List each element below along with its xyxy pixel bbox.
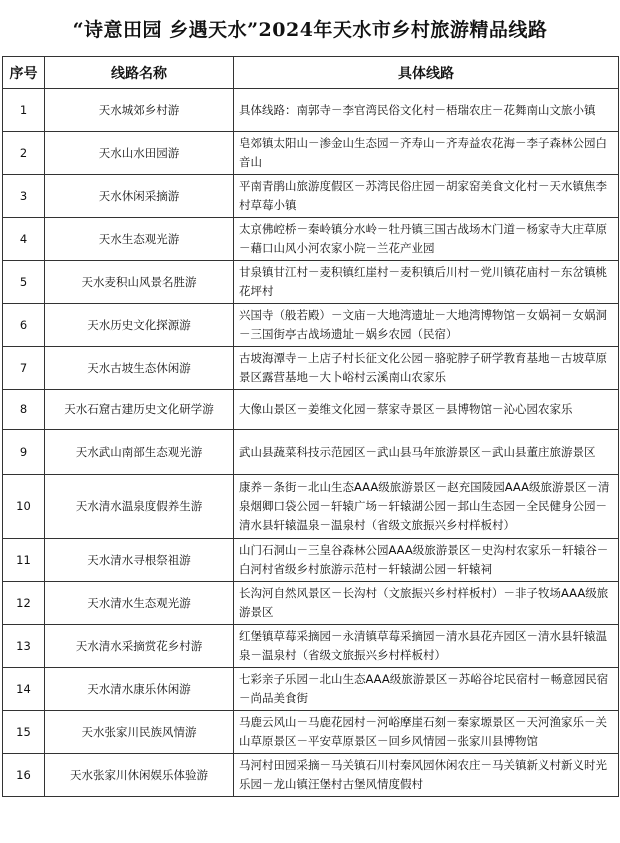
route-detail: 大像山景区－姜维文化园－蔡家寺景区－县博物馆－沁心园农家乐 (234, 390, 619, 430)
table-row (3, 347, 619, 390)
route-name: 天水清水温泉度假养生游 (45, 475, 234, 539)
table-body (3, 89, 619, 797)
route-name: 天水生态观光游 (45, 218, 234, 261)
row-number: 7 (3, 347, 45, 390)
route-name: 天水清水生态观光游 (45, 582, 234, 625)
row-number: 12 (3, 582, 45, 625)
row-number: 13 (3, 625, 45, 668)
route-name: 天水历史文化探源游 (45, 304, 234, 347)
route-detail: 太京佛崆桥－秦岭镇分水岭－牡丹镇三国古战场木门道－杨家寺大庄草原－藉口山风小河农家小院－兰花产业园 (234, 218, 619, 261)
row-number: 16 (3, 754, 45, 797)
route-detail: 甘泉镇甘江村－麦积镇红崖村－麦积镇后川村－党川镇花庙村－东岔镇桃花坪村 (234, 261, 619, 304)
route-name: 天水麦积山风景名胜游 (45, 261, 234, 304)
table-row (3, 754, 619, 797)
page-title: “诗意田园 乡遇天水”2024年天水市乡村旅游精品线路 (72, 18, 548, 41)
row-number: 1 (3, 89, 45, 132)
row-number: 15 (3, 711, 45, 754)
route-name: 天水山水田园游 (45, 132, 234, 175)
row-number: 3 (3, 175, 45, 218)
route-detail: 具体线路：南郭寺－李官湾民俗文化村－梧瑞农庄－花舞南山文旅小镇 (234, 89, 619, 132)
row-number: 11 (3, 539, 45, 582)
route-name: 天水石窟古建历史文化研学游 (45, 390, 234, 430)
route-name: 天水古坡生态休闲游 (45, 347, 234, 390)
table-row (3, 711, 619, 754)
row-number: 6 (3, 304, 45, 347)
route-detail: 古坡海潭寺－上店子村长征文化公园－骆驼脖子研学教育基地－古坡草原景区露营基地－大卜峪村云溪南山农家乐 (234, 347, 619, 390)
route-detail: 七彩亲子乐园－北山生态AAA级旅游景区－苏峪谷坨民宿村－畅意园民宿－尚品美食街 (234, 668, 619, 711)
route-name: 天水清水康乐休闲游 (45, 668, 234, 711)
table-row (3, 304, 619, 347)
route-table (2, 56, 619, 797)
route-name: 天水武山南部生态观光游 (45, 430, 234, 475)
header-num: 序号 (3, 57, 45, 89)
header-route: 具体线路 (234, 57, 619, 89)
route-name: 天水休闲采摘游 (45, 175, 234, 218)
table-row (3, 261, 619, 304)
table-row (3, 218, 619, 261)
table-row (3, 430, 619, 475)
table-row (3, 89, 619, 132)
table-row (3, 625, 619, 668)
route-detail: 红堡镇草莓采摘园－永清镇草莓采摘园－清水县花卉园区－清水县轩辕温泉－温泉村（省级文旅振兴乡村样板村） (234, 625, 619, 668)
route-detail: 长沟河自然风景区－长沟村（文旅振兴乡村样板村）－非子牧场AAA级旅游景区 (234, 582, 619, 625)
table-row (3, 132, 619, 175)
table-row (3, 175, 619, 218)
route-detail: 皂郊镇太阳山－渗金山生态园－齐寿山－齐寿益农花海－李子森林公园白音山 (234, 132, 619, 175)
row-number: 8 (3, 390, 45, 430)
table-row (3, 539, 619, 582)
row-number: 14 (3, 668, 45, 711)
row-number: 2 (3, 132, 45, 175)
header-name: 线路名称 (45, 57, 234, 89)
route-detail: 平南青鹃山旅游度假区－苏湾民俗庄园－胡家窑美食文化村－天水镇焦李村草莓小镇 (234, 175, 619, 218)
row-number: 10 (3, 475, 45, 539)
table-header-row (3, 57, 619, 89)
route-detail: 马鹿云风山－马鹿花园村－河峪摩崖石刻－秦家塬景区－天河渔家乐－关山草原景区－平安草原景区－回乡风情园－张家川县博物馆 (234, 711, 619, 754)
route-name: 天水清水寻根祭祖游 (45, 539, 234, 582)
route-name: 天水张家川民族风情游 (45, 711, 234, 754)
route-name: 天水清水采摘赏花乡村游 (45, 625, 234, 668)
table-row (3, 582, 619, 625)
route-detail: 康养－条街－北山生态AAA级旅游景区－赵充国陵园AAA级旅游景区－清泉烟卿口袋公园－轩辕广场－轩辕湖公园－邽山生态园－全民健身公园－清水县轩辕温泉－温泉村（省级文旅振兴乡村样板村） (234, 475, 619, 539)
route-name: 天水张家川休闲娱乐体验游 (45, 754, 234, 797)
table-row (3, 390, 619, 430)
table-row (3, 475, 619, 539)
row-number: 4 (3, 218, 45, 261)
route-detail: 兴国寺（般若殿）－文庙－大地湾遗址－大地湾博物馆－女娲祠－女娲洞－三国街亭古战场遗址－娲乡农园（民宿） (234, 304, 619, 347)
route-name: 天水城郊乡村游 (45, 89, 234, 132)
table-row (3, 668, 619, 711)
route-detail: 马河村田园采摘－马关镇石川村秦风园休闲农庄－马关镇新义村新义时光乐园－龙山镇汪堡村古堡风情度假村 (234, 754, 619, 797)
route-detail: 山门石洞山－三皇谷森林公园AAA级旅游景区－史沟村农家乐－轩辕谷－白河村省级乡村旅游示范村－轩辕湖公园－轩辕祠 (234, 539, 619, 582)
row-number: 9 (3, 430, 45, 475)
route-detail: 武山县蔬菜科技示范园区－武山县马年旅游景区－武山县董庄旅游景区 (234, 430, 619, 475)
row-number: 5 (3, 261, 45, 304)
